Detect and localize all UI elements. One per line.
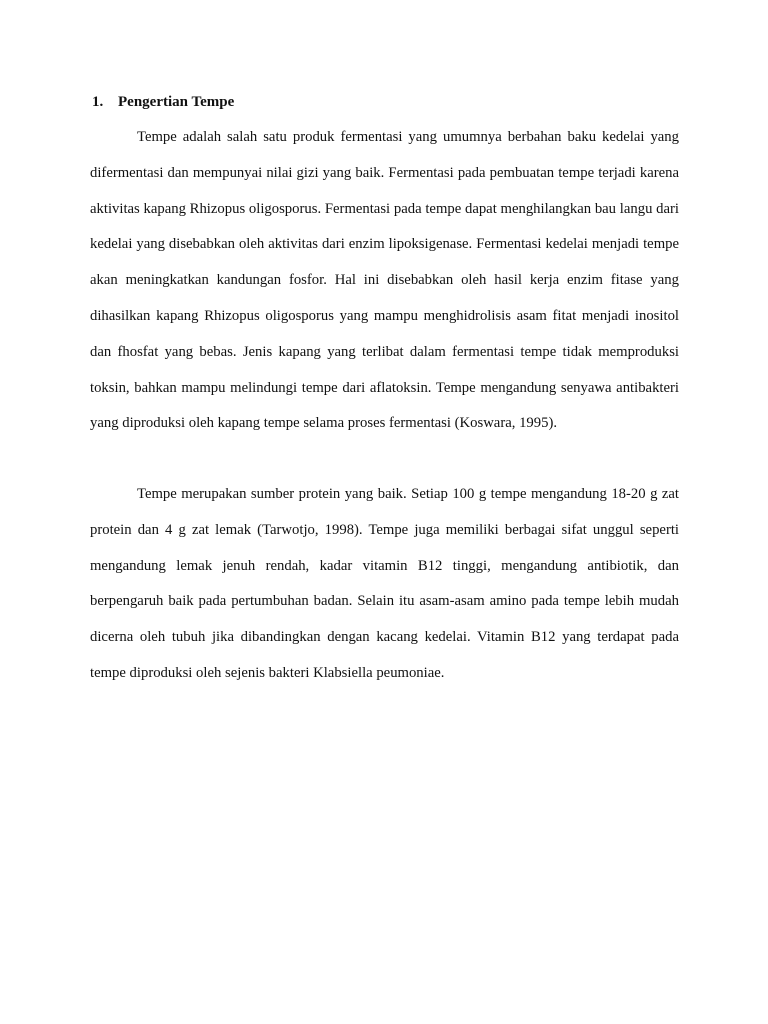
paragraph-2: Tempe merupakan sumber protein yang baik. Setiap 100 g tempe mengandung 18-20 g zat protein dan 4 g zat lemak (Tarwotjo, 1998). Tempe juga memiliki berbagai sifat unggul seperti mengandung lemak jenuh rendah, kadar vitamin B12 tinggi, mengandung antibiotik, dan berpengaruh baik pada pertumbuhan badan. Selain itu asam-asam amino pada tempe lebih mudah dicerna oleh tubuh jika dibandingkan dengan kacang kedelai. Vitamin B12 yang terdapat pada tempe diproduksi oleh sejenis bakteri Klabsiella peumoniae.	[90, 486, 679, 681]
section-heading	[92, 92, 234, 112]
section-title: Pengertian Tempe	[118, 94, 235, 110]
paragraph-1: Tempe adalah salah satu produk fermentasi yang umumnya berbahan baku kedelai yang difermentasi dan mempunyai nilai gizi yang baik. Fermentasi pada pembuatan tempe terjadi karena aktivitas kapang Rhizopus oligosporus. Fermentasi pada tempe dapat menghilangkan bau langu dari kedelai yang disebabkan oleh aktivitas dari enzim lipoksigenase. Fermentasi kedelai menjadi tempe akan meningkatkan kandungan fosfor. Hal ini disebabkan oleh hasil kerja enzim fitase yang dihasilkan kapang Rhizopus oligosporus yang mampu menghidrolisis asam fitat menjadi inositol dan fhosfat yang bebas. Jenis kapang yang terlibat dalam fermentasi tempe tidak memproduksi toksin, bahkan mampu melindungi tempe dari aflatoksin. Tempe mengandung senyawa antibakteri yang diproduksi oleh kapang tempe selama proses fermentasi (Koswara, 1995).	[90, 129, 679, 432]
section-number: 1.	[92, 94, 104, 110]
